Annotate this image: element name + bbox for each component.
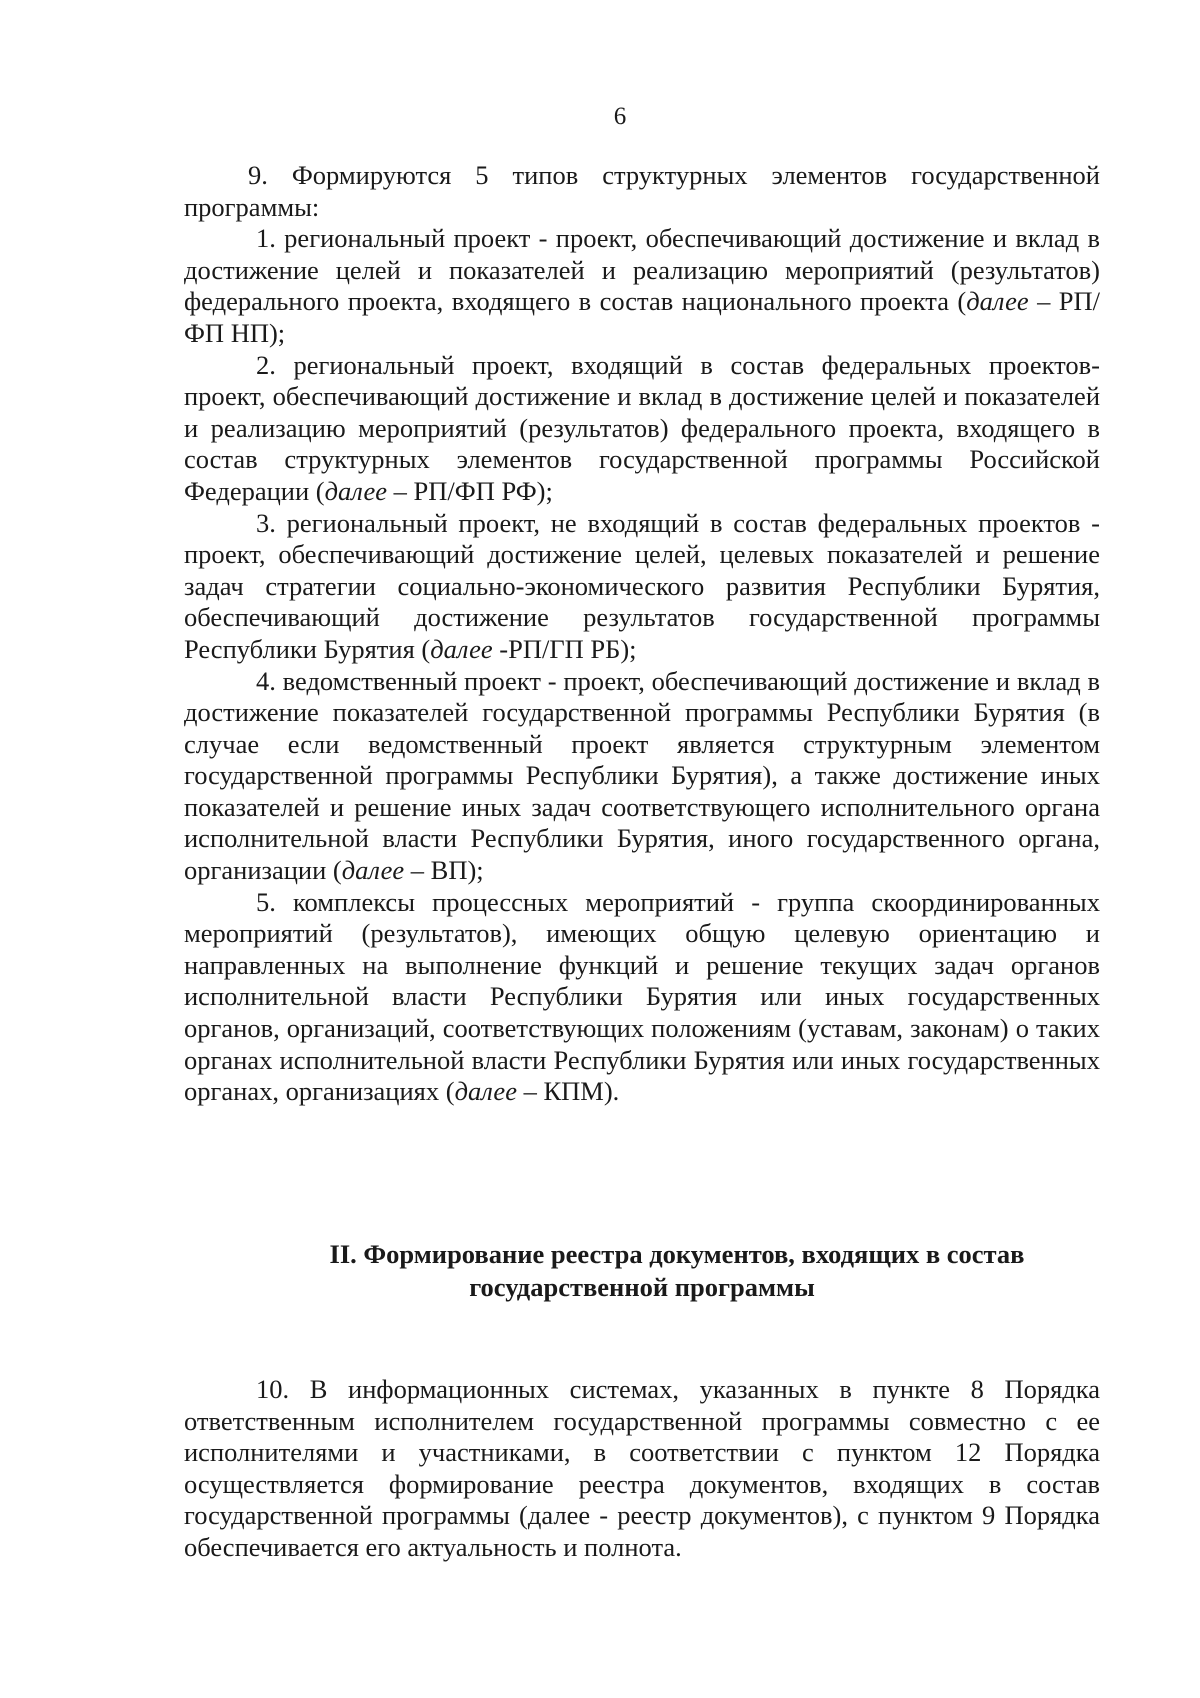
registry-section	[184, 1374, 1100, 1564]
paragraph-10: 10. В информационных системах, указанных в пункте 8 Порядка ответственным исполнителем государственной программы совместно с ее исполнителями и участниками, в соответствии с пунктом 12 Порядка осуществляется формирование реестра документов, входящих в состав государственной программы (далее - реестр документов), с пунктом 9 Порядка обеспечивается его актуальность и полнота.	[184, 1374, 1100, 1562]
list-item-departmental-project: 4. ведомственный проект - проект, обеспечивающий достижение и вклад в достижение показателей государственной программы Республики Бурятия (в случае если ведомственный проект является структурным элементом государственной программы Республики Бурятия), а также достижение иных показателей и решение иных задач соответствующего исполнительного органа исполнительной власти Республики Бурятия, иного государственного органа, организации (далее – ВП);	[184, 665, 1100, 886]
list-item-regional-project-rf: 2. региональный проект, входящий в состав федеральных проектов-проект, обеспечивающий достижение и вклад в достижение целей и показателей и реализацию мероприятий (результатов) федерального проекта, входящего в состав структурных элементов государственной программы Российской Федерации (далее – РП/ФП РФ);	[184, 349, 1100, 506]
page-number: 6	[613, 103, 627, 130]
list-item-process-complexes: 5. комплексы процессных мероприятий - группа скоординированных мероприятий (результатов), имеющих общую целевую ориентацию и направленных на выполнение функций и решение текущих задач органов исполнительной власти Республики Бурятия или иных государственных органов, организаций, соответствующих положениям (уставам, законам) о таких органах исполнительной власти Республики Бурятия или иных государственных органах, организациях (далее – КПМ).	[184, 886, 1100, 1107]
structural-elements-section	[184, 160, 1100, 1108]
list-item-regional-project-np: 1. региональный проект - проект, обеспечивающий достижение и вклад в достижение целей и показателей и реализацию мероприятий (результатов) федерального проекта, входящего в состав национального проекта (далее – РП/ФП НП);	[184, 223, 1100, 348]
section-heading-line-1: II. Формирование реестра документов, входящих в состав	[329, 1239, 1025, 1269]
section-heading	[184, 1238, 1100, 1304]
list-item-regional-project-rb: 3. региональный проект, не входящий в состав федеральных проектов - проект, обеспечивающий достижение целей, целевых показателей и решение задач стратегии социально-экономического развития Республики Бурятия, обеспечивающий достижение результатов государственной программы Республики Бурятия (далее -РП/ГП РБ);	[184, 507, 1100, 664]
section-heading-line-2: государственной программы	[469, 1272, 815, 1302]
paragraph-9: 9. Формируются 5 типов структурных элементов государственной программы:	[184, 160, 1100, 222]
